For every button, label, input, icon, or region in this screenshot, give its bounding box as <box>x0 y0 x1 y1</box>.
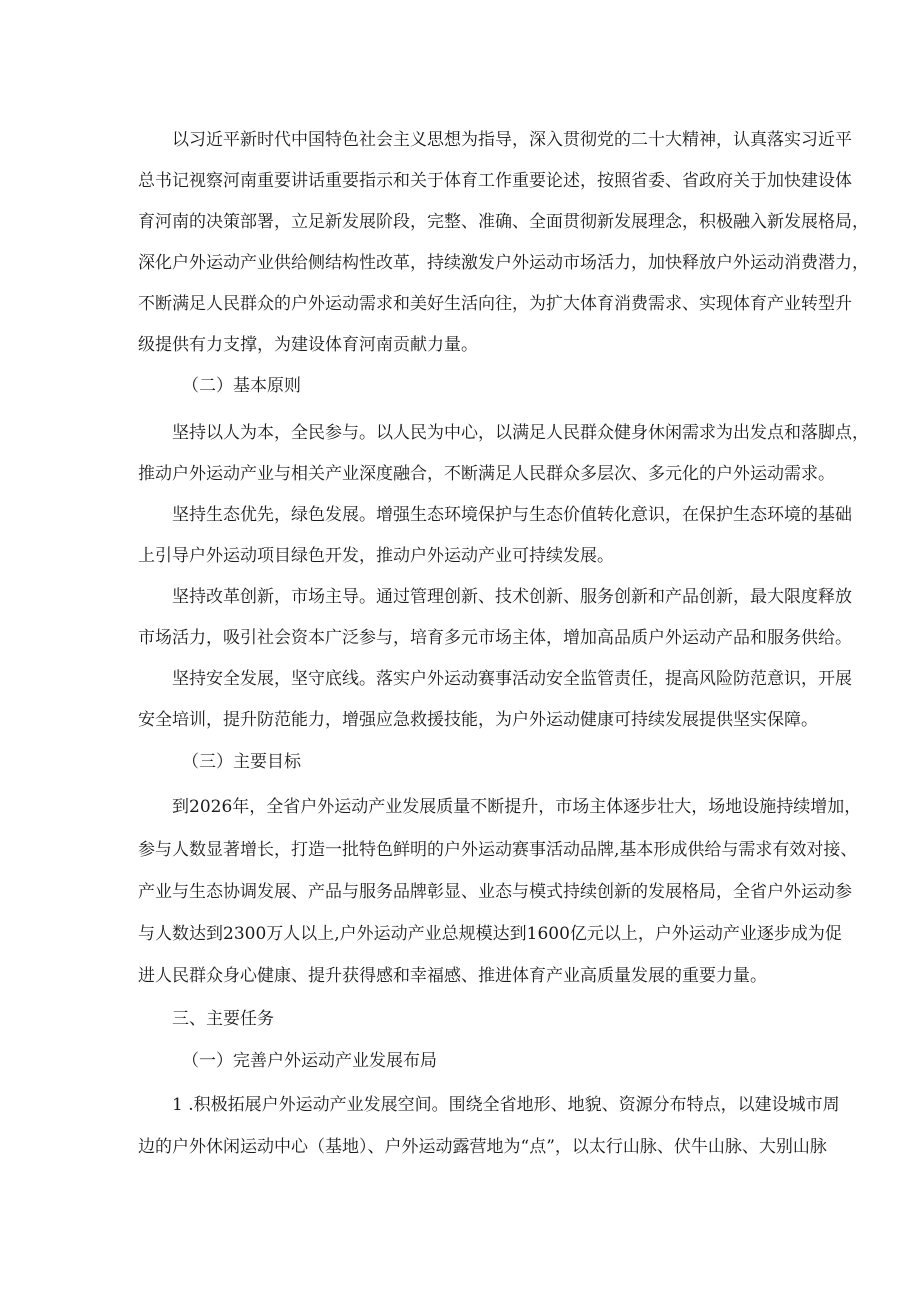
section-heading: （二）基本原则 <box>182 376 301 396</box>
paragraph-line: 1 .积极拓展户外运动产业发展空间。围绕全省地形、地貌、资源分布特点，以建设城市周 <box>172 1095 840 1115</box>
paragraph-line: 级提供有力支撑，为建设体育河南贡献力量。 <box>138 335 478 355</box>
paragraph-line: 育河南的决策部署，立足新发展阶段，完整、准确、全面贯彻新发展理念，积极融入新发展格局， <box>138 212 869 232</box>
paragraph-line: 产业与生态协调发展、产品与服务品牌彰显、业态与模式持续创新的发展格局，全省户外运动参 <box>138 882 852 902</box>
paragraph-line: 市场活力，吸引社会资本广泛参与，培育多元市场主体，增加高品质户外运动产品和服务供给。 <box>138 628 852 648</box>
paragraph-line: 深化户外运动产业供给侧结构性改革，持续激发户外运动市场活力，加快释放户外运动消费潜力， <box>138 253 869 273</box>
paragraph-line: 上引导户外运动项目绿色开发，推动户外运动产业可持续发展。 <box>138 546 614 566</box>
paragraph-line: 坚持安全发展，坚守底线。落实户外运动赛事活动安全监管责任，提高风险防范意识，开展 <box>172 669 852 689</box>
paragraph-line: 不断满足人民群众的户外运动需求和美好生活向往，为扩大体育消费需求、实现体育产业转型升 <box>138 294 852 314</box>
paragraph-line: 与人数达到2300万人以上,户外运动产业总规模达到1600亿元以上，户外运动产业逐步成为促 <box>138 924 842 944</box>
paragraph-line: 总书记视察河南重要讲话重要指示和关于体育工作重要论述，按照省委、省政府关于加快建设体 <box>138 171 852 191</box>
paragraph-line: 以习近平新时代中国特色社会主义思想为指导，深入贯彻党的二十大精神，认真落实习近平 <box>172 130 852 150</box>
section-heading: （一）完善户外运动产业发展布局 <box>182 1051 437 1071</box>
section-heading: （三）主要目标 <box>182 752 301 772</box>
paragraph-line: 到2026年，全省户外运动产业发展质量不断提升，市场主体逐步壮大，场地设施持续增加， <box>172 797 862 817</box>
paragraph-line: 参与人数显著增长，打造一批特色鲜明的户外运动赛事活动品牌,基本形成供给与需求有效对接、 <box>138 840 858 860</box>
paragraph-line: 边的户外休闲运动中心（基地）、户外运动露营地为“点”，以太行山脉、伏牛山脉、大别山脉 <box>138 1137 827 1157</box>
paragraph-line: 推动户外运动产业与相关产业深度融合，不断满足人民群众多层次、多元化的户外运动需求。 <box>138 464 835 484</box>
paragraph-line: 坚持以人为本，全民参与。以人民为中心，以满足人民群众健身休闲需求为出发点和落脚点， <box>172 423 869 443</box>
paragraph-line: 坚持改革创新，市场主导。通过管理创新、技术创新、服务创新和产品创新，最大限度释放 <box>172 587 852 607</box>
paragraph-line: 安全培训，提升防范能力，增强应急救援技能，为户外运动健康可持续发展提供坚实保障。 <box>138 710 818 730</box>
paragraph-line: 进人民群众身心健康、提升获得感和幸福感、推进体育产业高质量发展的重要力量。 <box>138 966 767 986</box>
paragraph-line: 坚持生态优先，绿色发展。增强生态环境保护与生态价值转化意识，在保护生态环境的基础 <box>172 505 852 525</box>
chapter-heading: 三、主要任务 <box>172 1009 274 1029</box>
